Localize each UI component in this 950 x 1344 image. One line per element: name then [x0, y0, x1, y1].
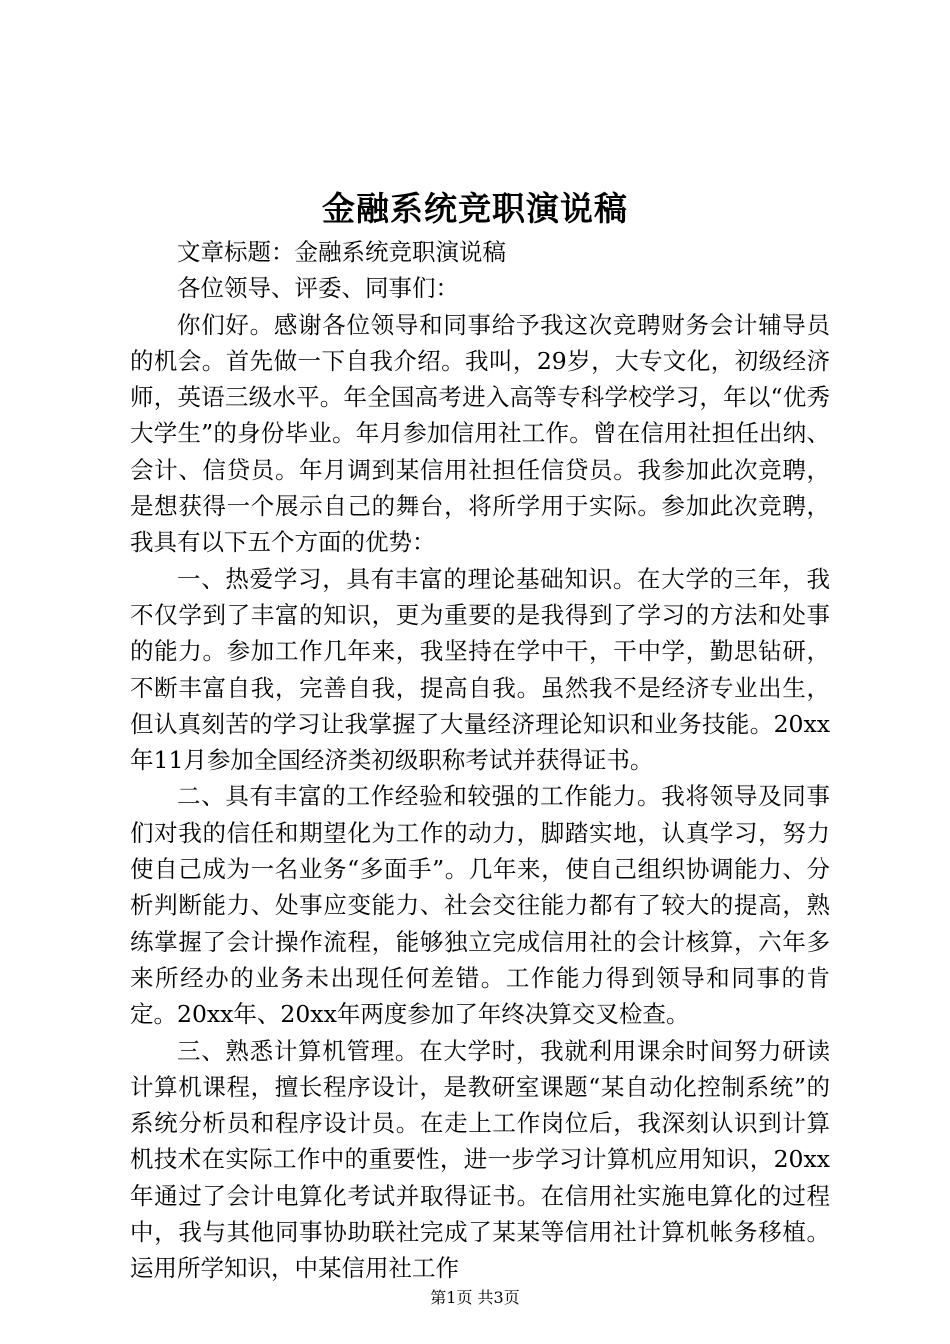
paragraph-advantage-2: 二、具有丰富的工作经验和较强的工作能力。我将领导及同事们对我的信任和期望化为工作的动力，脚踏实地，认真学习，努力使自己成为一名业务“多面手”。几年来，使自己组织协调能力、分析判断能力、处事应变能力、社会交往能力都有了较大的提高，熟练掌握了会计操作流程，能够独立完成信用社的会计核算，六年多来所经办的业务未出现任何差错。工作能力得到领导和同事的肯定。20xx年、20xx年两度参加了年终决算交叉检查。: [130, 782, 830, 1029]
document-title: 金融系统竞职演说稿: [322, 189, 628, 228]
paragraph-intro: 你们好。感谢各位领导和同事给予我这次竞聘财务会计辅导员的机会。首先做一下自我介绍。我叫，29岁，大专文化，初级经济师，英语三级水平。年全国高考进入高等专科学校学习，年以“优秀大学生”的身份毕业。年月参加信用社工作。曾在信用社担任出纳、会计、信贷员。年月调到某信用社担任信贷员。我参加此次竞聘，是想获得一个展示自己的舞台，将所学用于实际。参加此次竞聘，我具有以下五个方面的优势：: [130, 310, 830, 557]
salutation: 各位领导、评委、同事们：: [177, 274, 459, 303]
document-body: [130, 234, 830, 1287]
paragraph-advantage-1: 一、热爱学习，具有丰富的理论基础知识。在大学的三年，我不仅学到了丰富的知识，更为重要的是我得到了学习的方法和处事的能力。参加工作几年来，我坚持在学中干，干中学，勤思钻研，不断丰富自我，完善自我，提高自我。虽然我不是经济专业出生，但认真刻苦的学习让我掌握了大量经济理论知识和业务技能。20xx年11月参加全国经济类初级职称考试并获得证书。: [130, 564, 830, 775]
article-title-line: 文章标题：金融系统竞职演说稿: [177, 238, 506, 266]
paragraph-advantage-3: 三、熟悉计算机管理。在大学时，我就利用课余时间努力研读计算机课程，擅长程序设计，是教研室课题“某自动化控制系统”的系统分析员和程序设计员。在走上工作岗位后，我深刻认识到计算机技术在实际工作中的重要性，进一步学习计算机应用知识，20xx年通过了会计电算化考试并取得证书。在信用社实施电算化的过程中，我与其他同事协助联社完成了某某等信用社计算机帐务移植。运用所学知识，中某信用社工作: [130, 1036, 830, 1283]
page-number-footer: 第1页 共3页: [430, 1288, 520, 1307]
